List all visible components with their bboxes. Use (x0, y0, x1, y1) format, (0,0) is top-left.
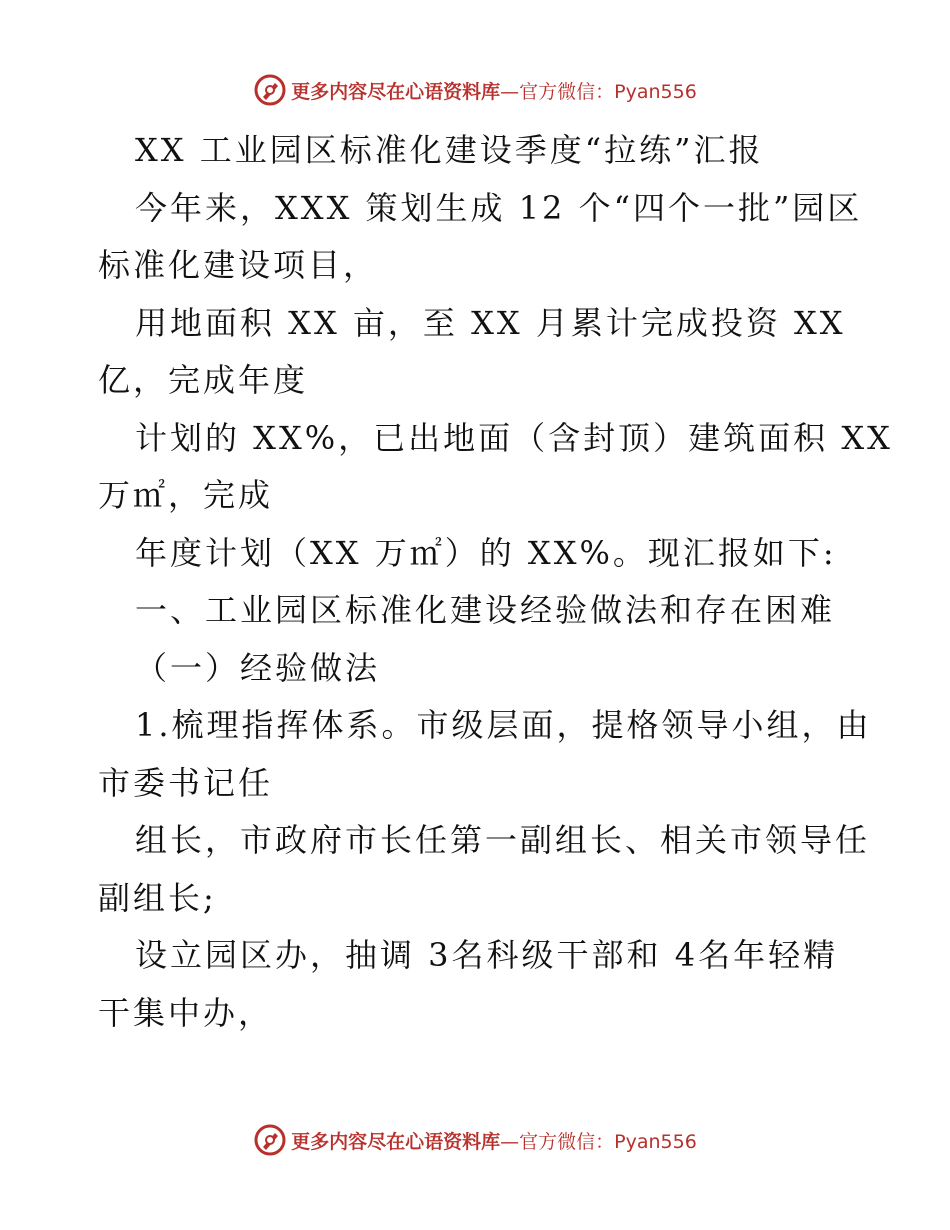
paragraph-line: 设立园区办，抽调 3名科级干部和 4名年轻精 (135, 936, 839, 974)
footer-banner (0, 1120, 950, 1160)
paragraph-line: 标准化建设项目， (98, 246, 379, 284)
document-body (98, 122, 893, 1042)
paragraph-line: 干集中办， (98, 993, 274, 1032)
paragraph-line: 万㎡，完成 (98, 476, 274, 514)
header-banner (0, 70, 950, 110)
paragraph-line: 1.梳理指挥体系。市级层面，提格领导小组，由 (135, 706, 872, 744)
banner-wechat-text: —官方微信：Pyan556 (500, 80, 697, 103)
paragraph-line: 计划的 XX%，已出地面（含封顶）建筑面积 XX (135, 418, 893, 457)
paragraph-line: 亿，完成年度 (98, 361, 309, 399)
document-title: XX 工业园区标准化建设季度“拉练”汇报 (135, 131, 764, 169)
paragraph-line: 副组长; (98, 878, 217, 917)
logo-icon (253, 1123, 287, 1157)
banner-wechat-text: —官方微信：Pyan556 (500, 1130, 697, 1153)
section-heading: 一、工业园区标准化建设经验做法和存在困难 (135, 591, 836, 629)
banner-site-text: 更多内容尽在心语资料库 (291, 1130, 501, 1153)
paragraph-line: 年度计划（XX 万㎡）的 XX%。现汇报如下: (135, 533, 837, 572)
paragraph-line: 组长，市政府市长任第一副组长、相关市领导任 (135, 821, 871, 859)
banner-site-text: 更多内容尽在心语资料库 (291, 80, 501, 103)
paragraph-line: 用地面积 XX 亩，至 XX 月累计完成投资 XX (135, 303, 846, 342)
paragraph-line: 市委书记任 (98, 763, 274, 802)
subsection-heading: （一）经验做法 (135, 648, 381, 687)
paragraph-line: 今年来，XXX 策划生成 12 个“四个一批”园区 (135, 188, 863, 227)
logo-icon (253, 73, 287, 107)
